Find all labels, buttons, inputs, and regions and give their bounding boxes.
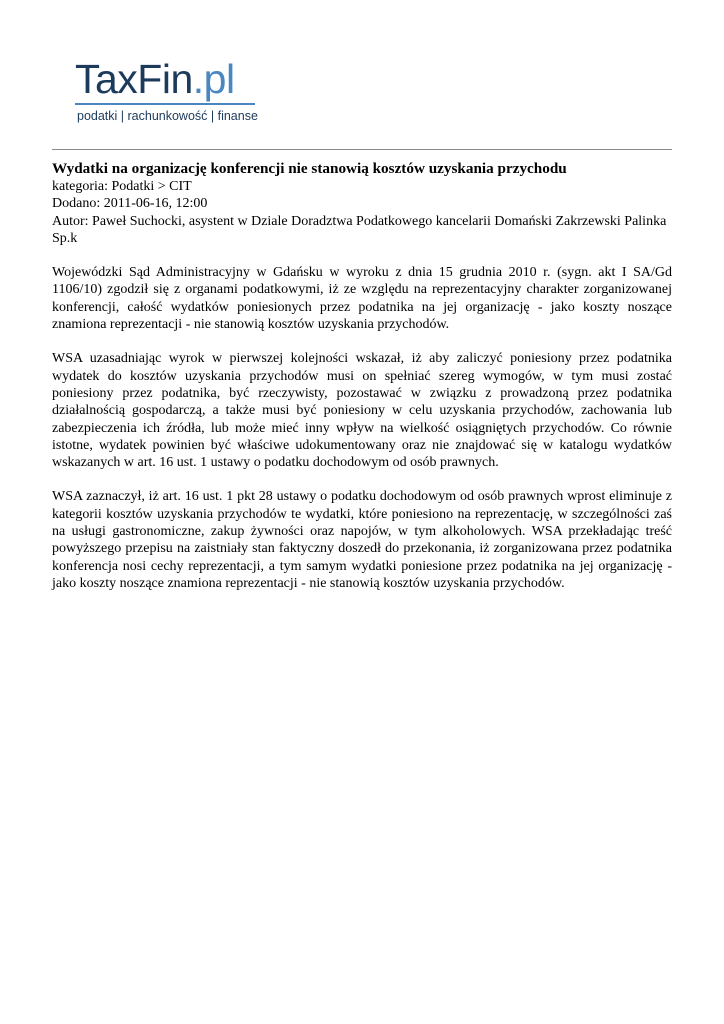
logo-brand-part2: .pl	[192, 56, 235, 102]
logo-underline	[75, 103, 255, 105]
header-divider	[52, 149, 672, 150]
article-category: kategoria: Podatki > CIT	[52, 179, 192, 194]
article-title: Wydatki na organizację konferencji nie stanowią kosztów uzyskania przychodu	[52, 160, 567, 177]
article-content	[52, 159, 672, 592]
article-paragraph: Wojewódzki Sąd Administracyjny w Gdańsku w wyroku z dnia 15 grudnia 2010 r. (sygn. akt I SA/Gd 1106/10) zgodził się z organami podatkowymi, iż ze względu na reprezentacyjny charakter zorganizowanej konferencji, całość wydatków poniesionych przez podatnika na jej organizację - jako koszty noszące znamiona reprezentacji - nie stanowią kosztów uzyskania przychodów.	[52, 265, 672, 333]
article-author: Autor: Paweł Suchocki, asystent w Dziale Doradztwa Podatkowego kancelarii Domański Zakrzewski Palinka Sp.k	[52, 213, 667, 246]
logo-wordmark	[75, 55, 235, 103]
article-body	[52, 264, 672, 592]
logo-tagline: podatki | rachunkowość | finanse	[77, 109, 258, 123]
taxfin-logo	[75, 55, 275, 135]
logo-brand-part1: TaxFin	[75, 56, 193, 102]
article-paragraph: WSA uzasadniając wyrok w pierwszej kolejności wskazał, iż aby zaliczyć poniesiony przez podatnika wydatek do kosztów uzyskania przychodów musi on spełniać szereg wymogów, w tym musi zostać poniesiony przez podatnika, być rzeczywisty, pozostawać w związku z prowadzoną przez podatnika działalnością gospodarczą, a także musi być poniesiony w celu uzyskania przychodów, zachowania lub zabezpieczenia ich źródła, lub może mieć inny wpływ na wielkość osiągniętych przychodów. Co równie istotne, wydatek powinien być właściwe udokumentowany oraz nie znajdować się w katalogu wydatków wskazanych w art. 16 ust. 1 ustawy o podatku dochodowym od osób prawnych.	[52, 351, 672, 471]
article-paragraph: WSA zaznaczył, iż art. 16 ust. 1 pkt 28 ustawy o podatku dochodowym od osób prawnych wprost eliminuje z kategorii kosztów uzyskania przychodów te wydatki, które poniesiono na reprezentację, w szczególności zaś na usługi gastronomiczne, zakup żywności oraz napojów, w tym alkoholowych. WSA przekładając treść powyższego przepisu na zaistniały stan faktyczny doszedł do przekonania, iż zorganizowana przez podatnika konferencja nosi cechy reprezentacji, a tym samym wydatki poniesione przez podatnika na jej organizację - jako koszty noszące znamiona reprezentacji - nie stanowią kosztów uzyskania przychodów.	[52, 489, 672, 591]
article-date: Dodano: 2011-06-16, 12:00	[52, 196, 208, 212]
